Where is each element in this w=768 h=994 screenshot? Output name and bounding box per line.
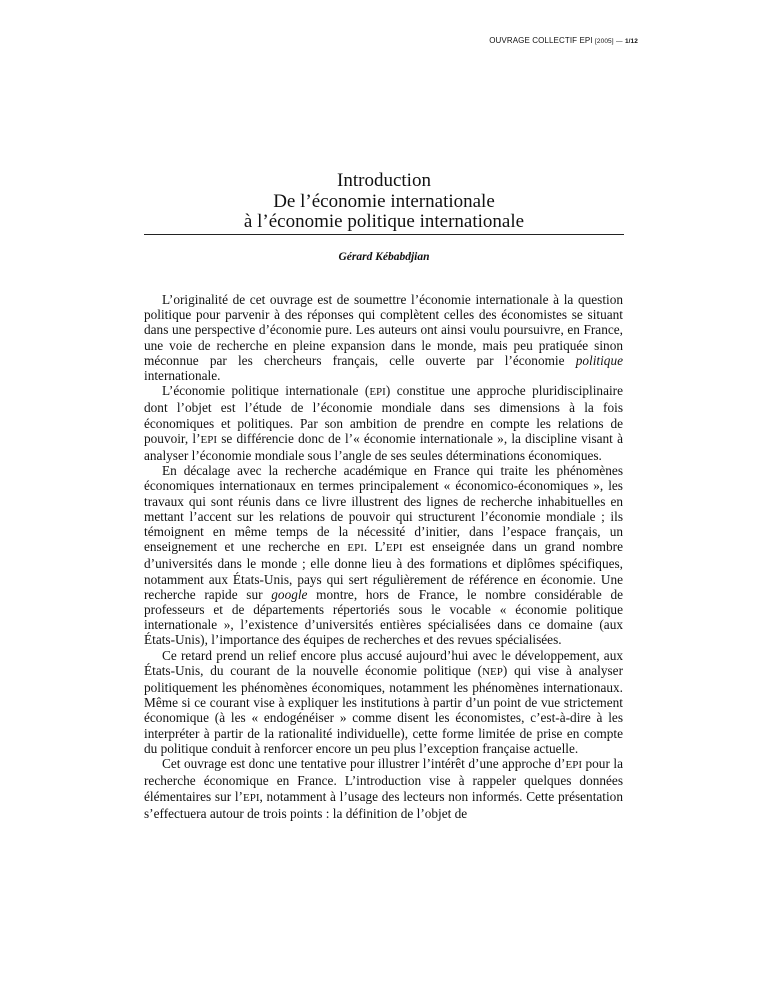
header-year: [2005] [595, 38, 614, 45]
p5-text-a: Cet ouvrage est donc une tentative pour illustrer l’intérêt d’une approche d’ [162, 756, 566, 772]
p2-abbrev-2: EPI [200, 433, 218, 446]
paragraph-2 [144, 383, 623, 463]
page-number: 1/12 [624, 38, 638, 45]
header-dash: — [616, 38, 623, 45]
p3-text-c: est enseignée dans un grand nombre d’universités dans le monde ; elle donne lieu à des formations et diplômes spécifiques, notamment aux États-Unis, pays qui sert régulièrement de référence en économie. Une recherche rapide sur [144, 539, 623, 602]
p3-emphasis: google [271, 586, 308, 602]
p3-text-b: . L’ [363, 539, 386, 555]
p1-text-a: L’originalité de cet ouvrage est de soumettre l’économie internationale à la question politique pour parvenir à des réponses qui complètent celles des économistes se situant dans une perspective d’économie pure. Les auteurs ont ainsi voulu poursuivre, en France, une voie de recherche en pleine expansion dans le monde, mais peu pratiquée sinon méconnue par les chercheurs français, celle ouverte par l’économie [144, 292, 623, 368]
p3-text-a: En décalage avec la recherche académique en France qui traite les phénomènes économiques internationaux en termes principalement « économico-économiques », les travaux qui sont réunis dans ce livre illustrent des lignes de recherche inhabituelles en mettant l’accent sur les relations de pouvoir qui structurent l’économie mondiale ; ils témoignent en même temps de la nécessité d’initier, dans l’espace français, un enseignement et une recherche en [144, 463, 623, 555]
p4-abbrev: NEP [482, 665, 503, 678]
p3-text-d: montre, hors de France, le nombre considérable de professeurs et de départements répertoriés sous le vocable « économie politique internationale », l’existence d’universités entières spécialisées dans ce domaine (aux États-Unis), l’importance des équipes de recherches et des revues spécialisées. [144, 586, 624, 648]
p3-abbrev-2: EPI [386, 542, 403, 555]
p5-text-b: pour la recherche économique en France. L’introduction vise à rappeler quelques données élémentaires sur l’ [144, 756, 623, 804]
running-header [489, 36, 638, 45]
p1-emphasis: politique [575, 352, 623, 368]
p4-text-b: ) qui vise à analyser politiquement les phénomènes économiques, notamment les phénomènes internationaux. Même si ce courant vise à expliquer les institutions à partir d’un point de vue strictement économique (à les « endogénéiser » comme disent les économistes, c’est-à-dire à les interpréter à partir de la rationalité individuelle), cette forme limitée de prise en compte du politique conduit à renforcer encore un peu plus l’exception française actuelle. [144, 662, 624, 756]
paragraph-5 [144, 756, 623, 821]
author-name: Gérard Kébabdjian [338, 251, 430, 263]
body-text [144, 292, 623, 821]
p4-text-a: Ce retard prend un relief encore plus accusé aujourd’hui avec le développement, aux États-Unis, du courant de la nouvelle économie politique ( [144, 647, 623, 678]
paragraph-4 [144, 648, 623, 756]
p5-text-c: , notamment à l’usage des lecteurs non informés. Cette présentation s’effectuera autour de trois points : la définition de l’objet de [144, 788, 623, 821]
page-title [144, 171, 624, 233]
p2-text-a: L’économie politique internationale ( [162, 383, 370, 399]
p1-text-b: internationale. [144, 368, 221, 384]
title-divider [144, 234, 624, 235]
p3-abbrev-1: EPI [347, 542, 364, 555]
paragraph-3 [144, 463, 623, 647]
p2-text-c: se différencie donc de l’« économie internationale », la discipline visant à analyser l’économie mondiale sous l’angle de ses seules déterminations économiques. [144, 430, 623, 464]
p5-abbrev-1: EPI [565, 759, 582, 772]
p2-abbrev-1: EPI [369, 386, 386, 399]
p2-text-b: ) constitue une approche pluridisciplinaire dont l’objet est l’étude de l’économie mondiale dans ses dimensions à la fois économiques et politiques. Par son ambition de prendre en compte les relations de pouvoir, l’ [144, 383, 623, 446]
paragraph-1 [144, 292, 623, 383]
header-series: OUVRAGE COLLECTIF EPI [489, 36, 593, 45]
title-line-2: De l’économie internationale [273, 190, 495, 212]
title-line-3: à l’économie politique internationale [243, 211, 525, 232]
p5-abbrev-2: EPI [242, 791, 260, 804]
title-line-1: Introduction [337, 170, 431, 191]
